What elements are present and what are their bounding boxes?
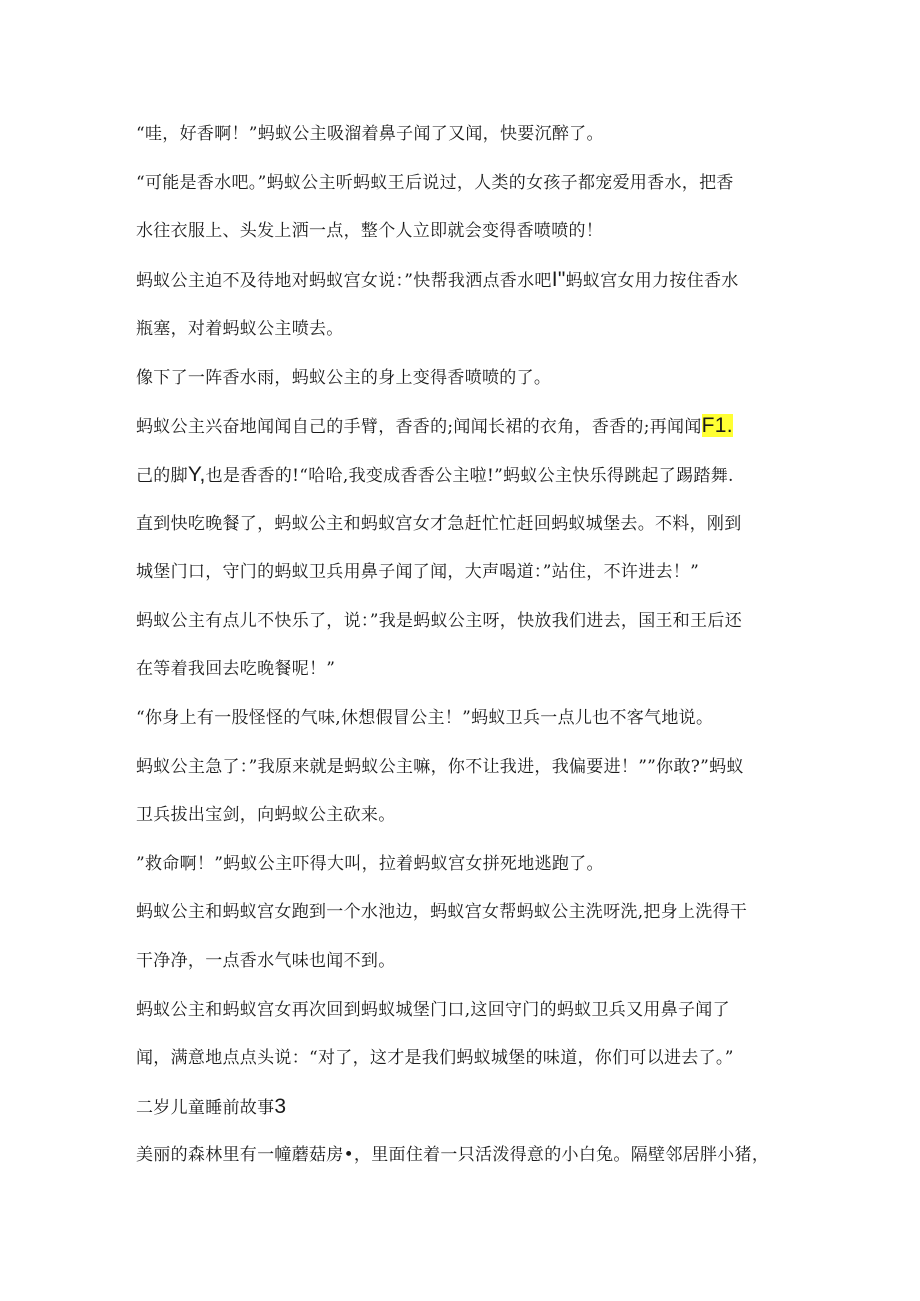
line-text: 己的脚 xyxy=(136,466,188,486)
line-text: 蚂蚁公主兴奋地闻闻自己的手臂，香香的;闻闻长裙的衣角，香香的;再闻闻 xyxy=(136,417,702,437)
paragraph-line: 美丽的森林里有一幢蘑菇房•，里面住着一只活泼得意的小白兔。隔壁邻居胖小猪， xyxy=(136,1145,770,1165)
heading-text: 二岁儿童睡前故事 xyxy=(136,1098,275,1118)
paragraph-line: 瓶塞，对着蚂蚁公主喷去。 xyxy=(136,319,344,339)
paragraph-line xyxy=(136,463,734,488)
line-text: 也是香香的!“哈哈,我变成香香公主啦!”蚂蚁公主快乐得跳起了踢踏舞. xyxy=(205,466,734,486)
paragraph-line: 闻，满意地点点头说：“对了，这才是我们蚂蚁城堡的味道，你们可以进去了。” xyxy=(136,1048,734,1068)
paragraph-line: 蚂蚁公主急了：”我原来就是蚂蚁公主嘛，你不让我进，我偏要进！””你敢?”蚂蚁 xyxy=(136,757,744,777)
paragraph-line: 水往衣服上、头发上洒一点，整个人立即就会变得香喷喷的！ xyxy=(136,221,604,241)
paragraph-line: 蚂蚁公主和蚂蚁宫女再次回到蚂蚁城堡门口,这回守门的蚂蚁卫兵又用鼻子闻了 xyxy=(136,1000,730,1020)
paragraph-line: 干净净，一点香水气味也闻不到。 xyxy=(136,951,396,971)
paragraph-line: 在等着我回去吃晚餐呢！” xyxy=(136,659,336,679)
paragraph-line: ”救命啊！”蚂蚁公主吓得大叫，拉着蚂蚁宫女拼死地逃跑了。 xyxy=(136,854,604,874)
line-text: 蚂蚁公主迫不及待地对蚂蚁宫女说：”快帮我洒点香水吧 xyxy=(136,271,552,291)
paragraph-line: “可能是香水吧。”蚂蚁公主听蚂蚁王后说过，人类的女孩子都宠爱用香水，把香 xyxy=(136,173,734,193)
stray-mark: Y, xyxy=(187,463,206,486)
paragraph-line: “哇，好香啊！”蚂蚁公主吸溜着鼻子闻了又闻，快要沉醉了。 xyxy=(136,124,604,144)
paragraph-line: 蚂蚁公主有点儿不快乐了，说：”我是蚂蚁公主呀，快放我们进去，国王和王后还 xyxy=(136,611,742,631)
paragraph-line: 城堡门口，守门的蚂蚁卫兵用鼻子闻了闻，大声喝道：”站住，不许进去！” xyxy=(136,562,700,582)
paragraph-line: 卫兵拔出宝剑，向蚂蚁公主砍来。 xyxy=(136,805,396,825)
heading-number: 3 xyxy=(274,1095,287,1118)
stray-mark: I" xyxy=(551,268,566,291)
paragraph-line: 直到快吃晚餐了，蚂蚁公主和蚂蚁宫女才急赶忙忙赶回蚂蚁城堡去。不料，刚到 xyxy=(136,514,742,534)
paragraph-line: 像下了一阵香水雨，蚂蚁公主的身上变得香喷喷的了。 xyxy=(136,368,552,388)
paragraph-line xyxy=(136,268,739,293)
highlighted-mark: F1. xyxy=(701,414,733,437)
paragraph-line: “你身上有一股怪怪的气味,休想假冒公主！”蚂蚁卫兵一点儿也不客气地说。 xyxy=(136,708,714,728)
section-heading xyxy=(136,1095,286,1120)
line-text: 蚂蚁宫女用力按住香水 xyxy=(565,271,739,291)
paragraph-line xyxy=(136,414,733,439)
paragraph-line: 蚂蚁公主和蚂蚁宫女跑到一个水池边，蚂蚁宫女帮蚂蚁公主洗呀洗,把身上洗得干 xyxy=(136,902,748,922)
